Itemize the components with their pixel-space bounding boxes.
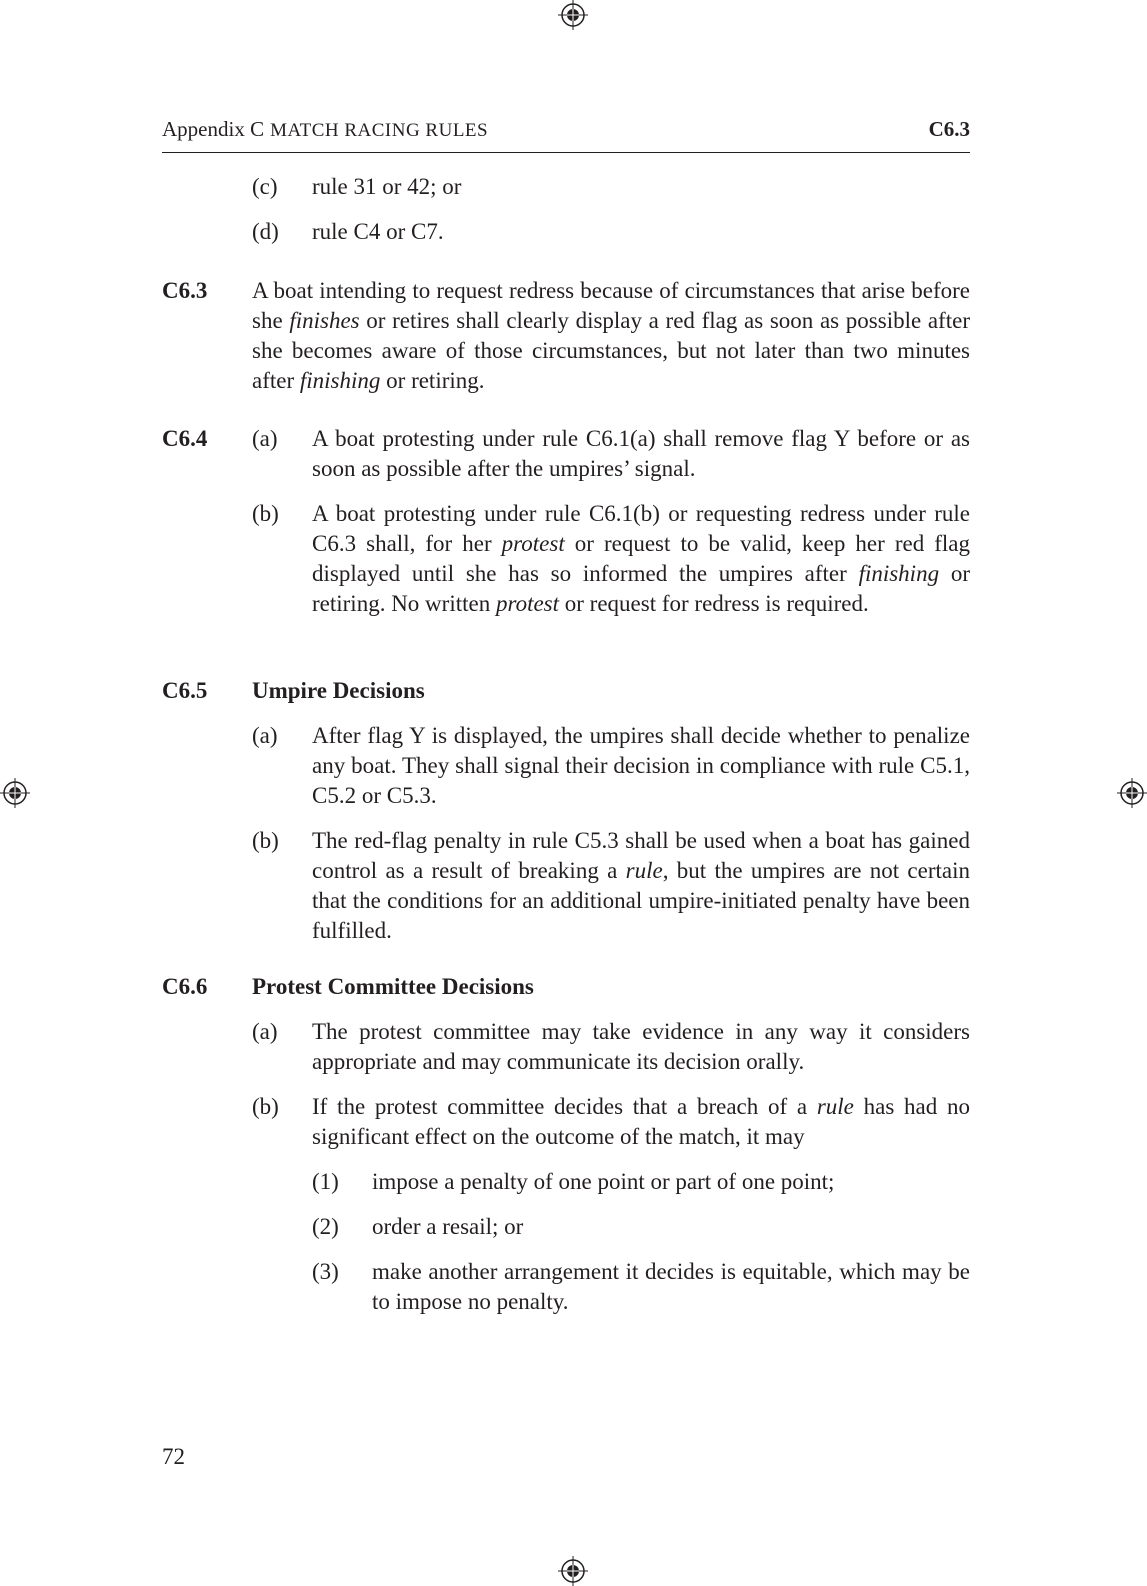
rule-c6-6 [162,972,970,1317]
rule-text [252,276,970,396]
text-run: or retiring. [380,368,485,393]
defined-term: finishing [299,368,381,393]
sub-list-item [162,1257,970,1317]
sub-item-text: impose a penalty of one point or part of one point; [372,1169,835,1194]
item-label: (a) [252,1019,278,1044]
item-text: A boat protesting under rule C6.1(a) shall remove flag Y before or as soon as possible after the umpires’ signal. [312,426,970,481]
registration-mark-icon [558,1556,588,1586]
list-item [162,721,970,811]
rule-number: C6.4 [162,426,208,451]
text-run: or request to be valid, keep her red flag displayed until she has so informed the umpires after [312,531,970,586]
rule-paragraph [162,424,970,484]
registration-mark-icon [1117,778,1147,808]
list-item [162,217,970,247]
text-run: If the protest committee decides that a breach of a [312,1094,817,1119]
text-run: A boat protesting under rule C6.1(b) or requesting redress under rule C6.3 shall, for her [312,501,970,556]
sub-item-label: (1) [312,1169,339,1194]
page-number: 72 [162,1444,185,1469]
list-item [162,826,970,946]
item-text: The protest committee may take evidence in any way it considers appropriate and may communicate its decision orally. [312,1019,970,1074]
rule-heading-row [162,972,970,1002]
text-run: has had no significant effect on the outcome of the match, it may [312,1094,970,1149]
sub-item-text: make another arrangement it decides is equitable, which may be to impose no penalty. [372,1259,970,1314]
rule-number: C6.6 [162,974,208,999]
item-label: (b) [252,501,279,526]
section-title: MATCH RACING RULES [270,120,489,141]
sub-list-item [162,1212,970,1242]
defined-term: rule [625,858,663,883]
sub-item-text: order a resail; or [372,1214,524,1239]
text-run: or retiring. No written [312,561,970,616]
text-run: A boat intending to request redress because of circumstances that arise before she [252,278,970,333]
header-left [162,114,488,146]
rule-c6-5 [162,676,970,946]
list-item [162,172,970,202]
sub-item-label: (2) [312,1214,339,1239]
item-text: rule 31 or 42; or [312,174,462,199]
item-text [312,1092,970,1152]
text-run: or request for redress is required. [559,591,869,616]
registration-mark-icon [558,0,588,30]
item-text: rule C4 or C7. [312,219,444,244]
item-label: (b) [252,828,279,853]
list-item [162,1092,970,1152]
appendix-label: Appendix C [162,117,265,141]
text-run: or retires shall clearly display a red flag as soon as possible after she becomes aware of those circumstances, but not later than two minutes after [252,308,970,393]
item-label: (c) [252,174,278,199]
rule-heading: Protest Committee Decisions [252,974,534,999]
defined-term: rule [816,1094,854,1119]
item-text [312,826,970,946]
defined-term: protest [501,531,565,556]
item-label: (b) [252,1094,279,1119]
sub-list-item [162,1167,970,1197]
defined-term: finishing [858,561,940,586]
item-label: (d) [252,219,279,244]
header-rule-ref: C6.3 [928,117,970,141]
rule-number: C6.5 [162,678,208,703]
rule-paragraph [162,276,970,396]
rule-heading: Umpire Decisions [252,678,425,703]
text-run: The red-flag penalty in rule C5.3 shall be used when a boat has gained control as a result of breaking a [312,828,970,883]
item-label: (a) [252,426,278,451]
continued-items [162,172,970,247]
rule-heading-row [162,676,970,706]
rule-c6-3 [162,276,970,396]
item-text [312,499,970,619]
defined-term: protest [495,591,560,616]
list-item [162,499,970,619]
item-label: (a) [252,723,278,748]
list-item [162,1017,970,1077]
rule-number: C6.3 [162,278,208,303]
text-run: , but the umpires are not certain that the conditions for an additional umpire-initiated penalty have been fulfilled. [312,858,970,943]
rule-c6-4 [162,424,970,619]
item-text: After flag Y is displayed, the umpires shall decide whether to penalize any boat. They shall signal their decision in compliance with rule C5.1, C5.2 or C5.3. [312,723,970,808]
running-header [162,112,970,153]
sub-item-label: (3) [312,1259,339,1284]
defined-term: finishes [289,308,360,333]
registration-mark-icon [0,778,30,808]
